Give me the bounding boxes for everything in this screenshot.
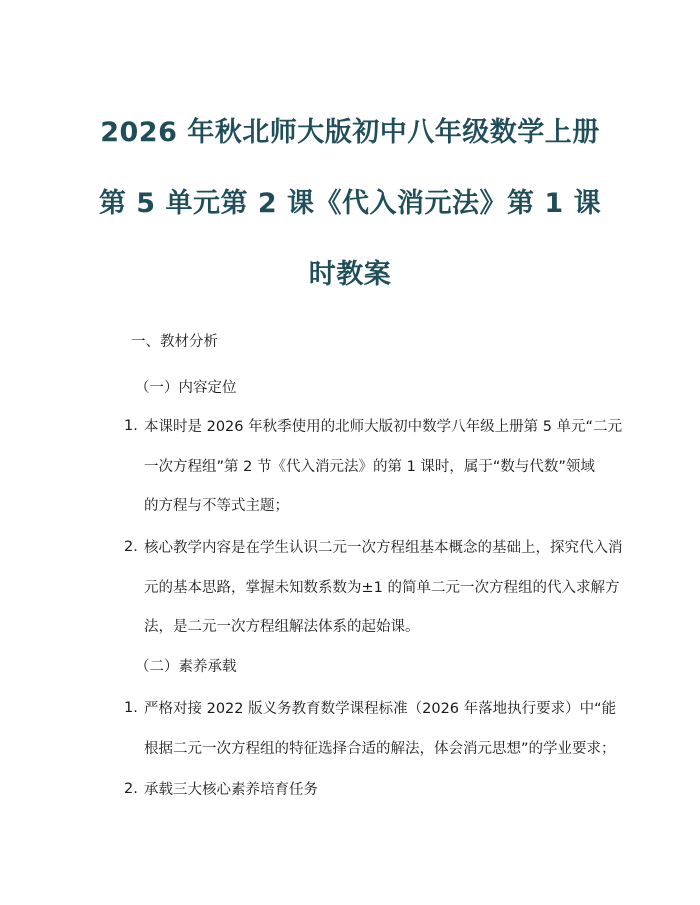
list-item-text: [144, 529, 623, 648]
paragraph-line: 根据二元一次方程组的特征选择合适的解法，体会消元思想”的学业要求；: [144, 740, 616, 757]
list-item-number: 1.: [124, 700, 138, 716]
paragraph-line: 的方程与不等式主题；: [144, 498, 289, 514]
title-line-3: 时教案: [308, 259, 392, 290]
list-item-text: [144, 771, 614, 811]
paragraph-line: 核心教学内容是在学生认识二元一次方程组基本概念的基础上，探究代入消: [144, 540, 623, 556]
paragraph-line: 承载三大核心素养培育任务: [144, 782, 318, 798]
list-item-number: 2.: [124, 539, 138, 555]
paragraph-line: 元的基本思路，掌握未知数系数为±1 的简单二元一次方程组的代入求解方: [144, 579, 620, 596]
section-heading-textbook-analysis: 一、教材分析: [131, 334, 218, 350]
paragraph-line: 一次方程组”第 2 节《代入消元法》的第 1 课时，属于“数与代数”领域: [144, 458, 595, 475]
paragraph-line: 法，是二元一次方程组解法体系的起始课。: [144, 619, 420, 635]
list-item-number: 2.: [124, 781, 138, 797]
list-item-number: 1.: [124, 418, 138, 434]
list-item-text: [144, 690, 617, 769]
paragraph-line: 严格对接 2022 版义务教育数学课程标准（2026 年落地执行要求）中“能: [144, 701, 617, 717]
paragraph-line: 本课时是 2026 年秋季使用的北师大版初中数学八年级上册第 5 单元“二元: [144, 419, 623, 435]
subsection-heading-content-positioning: （一）内容定位: [135, 380, 237, 396]
list-item-text: [144, 408, 623, 527]
subsection-heading-literacy: （二）素养承载: [135, 659, 237, 675]
title-line-1: 2026 年秋北师大版初中八年级数学上册: [100, 117, 600, 148]
title-line-2: 第 5 单元第 2 课《代入消元法》第 1 课: [98, 188, 602, 219]
